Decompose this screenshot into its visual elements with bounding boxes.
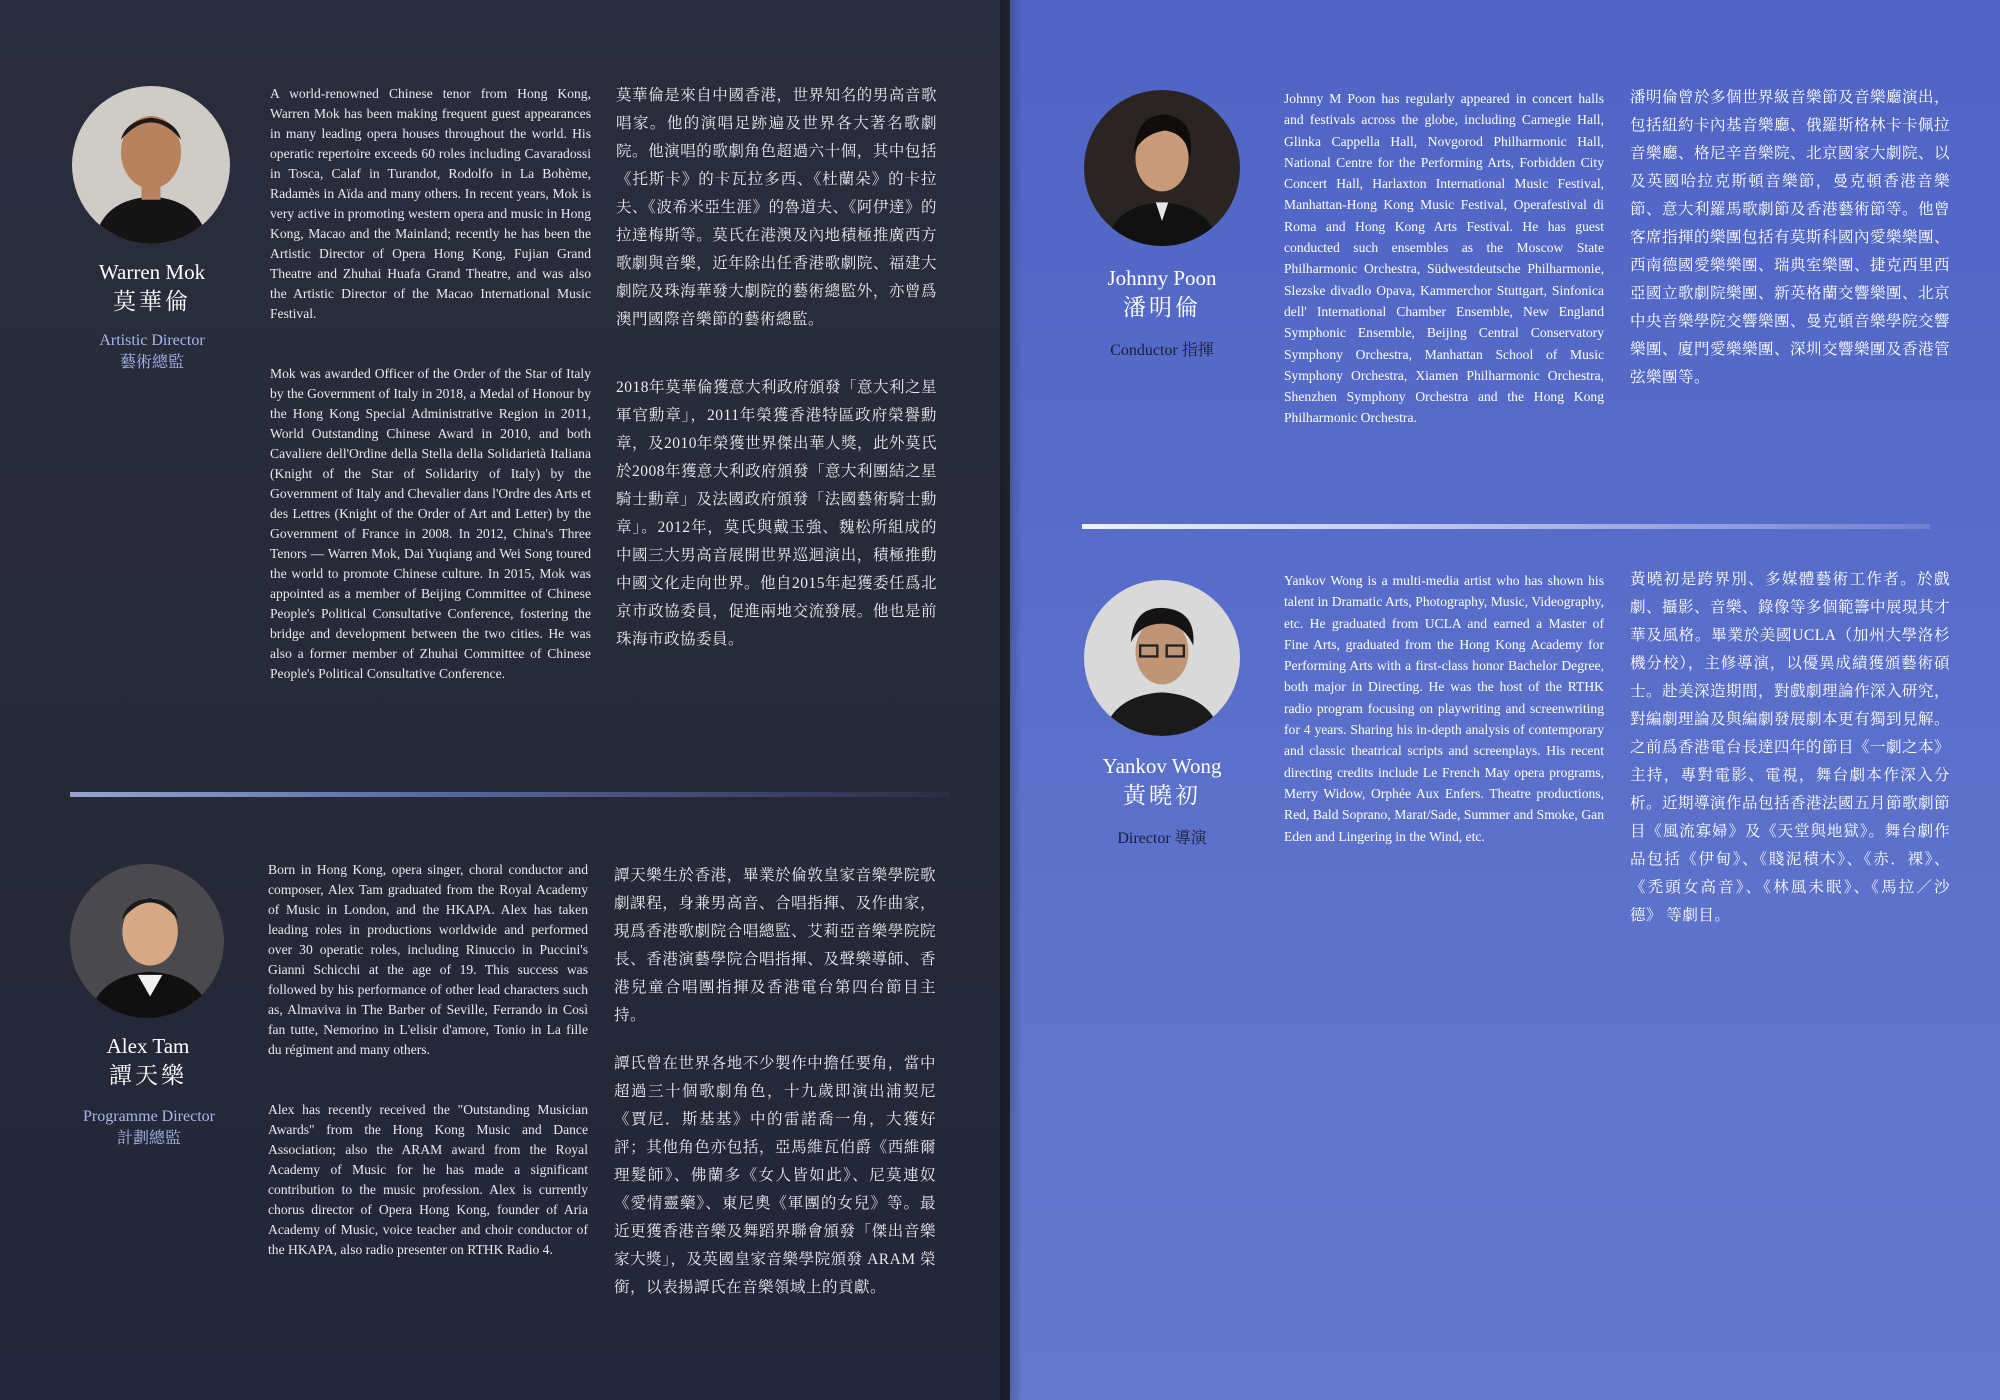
right-page bbox=[1010, 0, 2000, 1400]
section-divider bbox=[70, 792, 950, 797]
yankov-bio-en: Yankov Wong is a multi-media artist who has shown his talent in Dramatic Arts, Photography, Music, Videography, etc. He graduated from UCLA and earned a Master of Fine Arts, graduated from the Hong Kong Academy for Performing Arts with a first-class honor Bachelor Degree, both major in Directing. He was the host of the RTHK radio program focusing on playwriting and screenwriting for 4 years. Sharing his in-depth analysis of contemporary and classic theatrical scripts and screenplays. His recent directing credits include Le French May opera programs, Merry Widow, Orphée Aux Enfers. Theatre productions, Red, Bald Soprano, Marat/Sade, Summer and Smoke, Gan Eden and Lingering in the Wind, etc. bbox=[1284, 573, 1604, 844]
alex-tam-portrait bbox=[70, 864, 224, 1018]
alex-tam-role bbox=[54, 1106, 244, 1150]
portrait-image bbox=[1084, 580, 1240, 736]
warren-bio-zh-1: 莫華倫是來自中國香港，世界知名的男高音歌唱家。他的演唱足跡遍及世界各大著名歌劇院。他演唱的歌劇角色超過六十個，其中包括《托斯卡》的卡瓦拉多西、《杜蘭朵》的卡拉夫、《波希米亞生涯》的魯道夫、《阿伊達》的拉達梅斯等。莫氏在港澳及內地積極推廣西方歌劇與音樂，近年除出任香港歌劇院、福建大劇院及珠海華發大劇院的藝術總監外，亦曾爲澳門國際音樂節的藝術總監。 bbox=[616, 87, 937, 328]
yankov-wong-role: Director 導演 bbox=[1117, 830, 1207, 847]
role-zh: 藝術總監 bbox=[119, 354, 184, 371]
johnny-bio-zh: 潘明倫曾於多個世界級音樂節及音樂廳演出，包括紐約卡內基音樂廳、俄羅斯格林卡卡佩拉音樂廳、格尼辛音樂院、北京國家大劇院、以及英國哈拉克斯頓音樂節，曼克頓香港音樂節、意大利羅馬歌劇節及香港藝術節等。他曾客席指揮的樂團包括有莫斯科國內愛樂樂團、西南德國愛樂樂團、瑞典室樂團、捷克西里西亞國立歌劇院樂團、新英格蘭交響樂團、北京中央音樂學院交響樂團、曼克頓音樂學院交響樂團、廈門愛樂樂團、深圳交響樂團及香港管弦樂團等。 bbox=[1630, 89, 1951, 386]
alex-bio-en-1: Born in Hong Kong, opera singer, choral conductor and composer, Alex Tam graduated from the Royal Academy of Music in London, and the HKAPA. Alex has taken leading roles in productions worldwide and performed over 30 operatic roles, including Rinuccio in Puccini's Gianni Schicchi at the age of 19. This success was followed by his performance of other lead characters such as, Almaviva in The Barber of Seville, Ferrando in Così fan tutte, Nemorino in L'elisir d'amore, Tonio in La fille du régiment and many others. bbox=[268, 862, 588, 1057]
warren-bio-en-1: A world-renowned Chinese tenor from Hong Kong, Warren Mok has been making frequent guest appearances in many leading opera houses throughout the world. His operatic repertoire exceeds 60 roles including Cavaradossi in Tosca, Calaf in Turandot, Rodolfo in La Bohème, Radamès in Aïda and many others. In recent years, Mok is very active in promoting western opera and music in Hong Kong, Macao and the Mainland; recently he has been the Artistic Director of Opera Hong Kong, Fujian Grand Theatre and Zhuhai Huafa Grand Theatre, and was also the Artistic Director of the Macao International Music Festival. bbox=[270, 86, 591, 321]
name-en: Johnny Poon bbox=[1107, 266, 1217, 290]
johnny-poon-portrait bbox=[1084, 90, 1240, 246]
page-gutter bbox=[1000, 0, 1022, 1400]
name-en: Alex Tam bbox=[106, 1034, 190, 1058]
johnny-bio-en: Johnny M Poon has regularly appeared in concert halls and festivals across the globe, including Carnegie Hall, Glinka Cappella Hall, Novgorod Philharmonic Hall, National Centre for the Performing Arts, Forbidden City Concert Hall, Harlaxton International Music Festival, Manhattan-Hong Kong Music Festival, Operafestival di Roma and Hong Kong Arts Festival. He has guest conducted such ensembles as the Moscow State Philharmonic Orchestra, Südwestdeutsche Philharmonie, Slezske divadlo Opava, Kammerchor Stuttgart, Sinfonica dell' International Chamber Ensemble, New England Symphonic Ensemble, Beijing Central Conservatory Symphony Orchestra, Manhattan School of Music Symphony Orchestra, Xiamen Philharmonic Orchestra, Shenzhen Symphony Orchestra and the Hong Kong Philharmonic Orchestra. bbox=[1284, 91, 1604, 426]
alex-bio-zh-1: 譚天樂生於香港，畢業於倫敦皇家音樂學院歌劇課程，身兼男高音、合唱指揮、及作曲家，現爲香港歌劇院合唱總監、艾莉亞音樂學院院長、香港演藝學院合唱指揮、及聲樂導師、香港兒童合唱團指揮及香港電台第四台節目主持。 bbox=[614, 867, 936, 1024]
name-zh: 黃曉初 bbox=[1123, 783, 1201, 808]
warren-bio-zh-2: 2018年莫華倫獲意大利政府頒發「意大利之星軍官勳章」，2011年榮獲香港特區政府榮譽勳章，及2010年榮獲世界傑出華人獎，此外莫氏於2008年獲意大利政府頒發「意大利團結之星騎士勳章」及法國政府頒發「法國藝術騎士勳章」。2012年，莫氏與戴玉強、魏松所組成的中國三大男高音展開世界巡迴演出，積極推動中國文化走向世界。他自2015年起獲委任爲北京市政協委員，促進兩地交流發展。他也是前珠海市政協委員。 bbox=[616, 379, 938, 648]
portrait-image bbox=[72, 86, 230, 244]
warren-bio-en-2: Mok was awarded Officer of the Order of the Star of Italy by the Government of Italy in 2018, a Medal of Honour by the Hong Kong Special Administrative Region in 2011, World Outstanding Chinese Award in 2010, and both Cavaliere dell'Ordine della Stella della Solidarietà Italiana (Knight of the Star of Solidarity of Italy) by the Government of Italy and Chevalier dans l'Ordre des Arts et des Lettres (Knight of the Order of Art and Letter) by the Government of France in 2008. In 2012, China's Three Tenors — Warren Mok, Dai Yuqiang and Wei Song toured the world to promote Chinese culture. In 2015, Mok was appointed as a member of Beijing Committee of Chinese People's Political Consultative Conference, fostering the bridge and development between the two cities. He was also a former member of Zhuhai Committee of Chinese People's Political Consultative Conference. bbox=[270, 366, 591, 681]
name-zh: 潘明倫 bbox=[1123, 295, 1201, 320]
alex-bio-en-2: Alex has recently received the "Outstanding Musician Awards" from the Hong Kong Music and Dance Association; also the ARAM award from the Royal Academy of Music for he has made a significant contribution to the music profession. Alex is currently chorus director of Opera Hong Kong, founder of Aria Academy of Music, voice teacher and choir conductor of the HKAPA, also radio presenter on RTHK Radio 4. bbox=[268, 1102, 588, 1257]
name-zh: 譚天樂 bbox=[109, 1063, 187, 1088]
alex-bio-zh-2: 譚氏曾在世界各地不少製作中擔任要角，當中超過三十個歌劇角色，十九歲即演出浦契尼《賈尼．斯基基》中的雷諾喬一角，大獲好評；其他角色亦包括，亞馬維瓦伯爵《西維爾理髮師》、佛蘭多《女人皆如此》、尼莫連奴《愛情靈藥》、東尼奧《軍團的女兒》等。最近更獲香港音樂及舞蹈界聯會頒發「傑出音樂家大獎」，及英國皇家音樂學院頒發 ARAM 榮銜，以表揚譚氏在音樂領域上的貢獻。 bbox=[614, 1055, 936, 1296]
name-zh: 莫華倫 bbox=[113, 289, 191, 314]
name-en: Yankov Wong bbox=[1102, 754, 1222, 778]
role-en: Programme Director bbox=[83, 1108, 215, 1125]
alex-tam-name bbox=[66, 1032, 230, 1090]
name-en: Warren Mok bbox=[98, 260, 206, 284]
yankov-wong-name bbox=[1080, 752, 1244, 810]
warren-mok-name bbox=[70, 258, 234, 316]
portrait-image bbox=[1084, 90, 1240, 246]
johnny-poon-role: Conductor 指揮 bbox=[1110, 342, 1214, 359]
warren-mok-portrait bbox=[72, 86, 230, 244]
section-divider bbox=[1082, 524, 1930, 529]
yankov-wong-portrait bbox=[1084, 580, 1240, 736]
role-en: Artistic Director bbox=[99, 332, 205, 349]
role-zh: 計劃總監 bbox=[116, 1130, 181, 1147]
yankov-bio-zh: 黃曉初是跨界別、多媒體藝術工作者。於戲劇、攝影、音樂、錄像等多個範籌中展現其才華及風格。畢業於美國UCLA（加州大學洛杉機分校），主修導演，以優異成績獲頒藝術碩士。赴美深造期間，對戲劇理論作深入研究，對編劇理論及與編劇發展劇本更有獨到見解。之前爲香港電台長達四年的節目《一劇之本》主持，專對電影、電視，舞台劇本作深入分析。近期導演作品包括香港法國五月節歌劇節目《風流寡婦》及《天堂與地獄》。舞台劇作品包括《伊甸》、《賤泥積木》、《赤．裸》、《禿頭女高音》、《林風未眠》、《馬拉／沙德》 等劇目。 bbox=[1630, 571, 1951, 924]
warren-mok-role bbox=[60, 330, 244, 374]
portrait-image bbox=[70, 864, 224, 1018]
johnny-poon-name bbox=[1080, 264, 1244, 322]
